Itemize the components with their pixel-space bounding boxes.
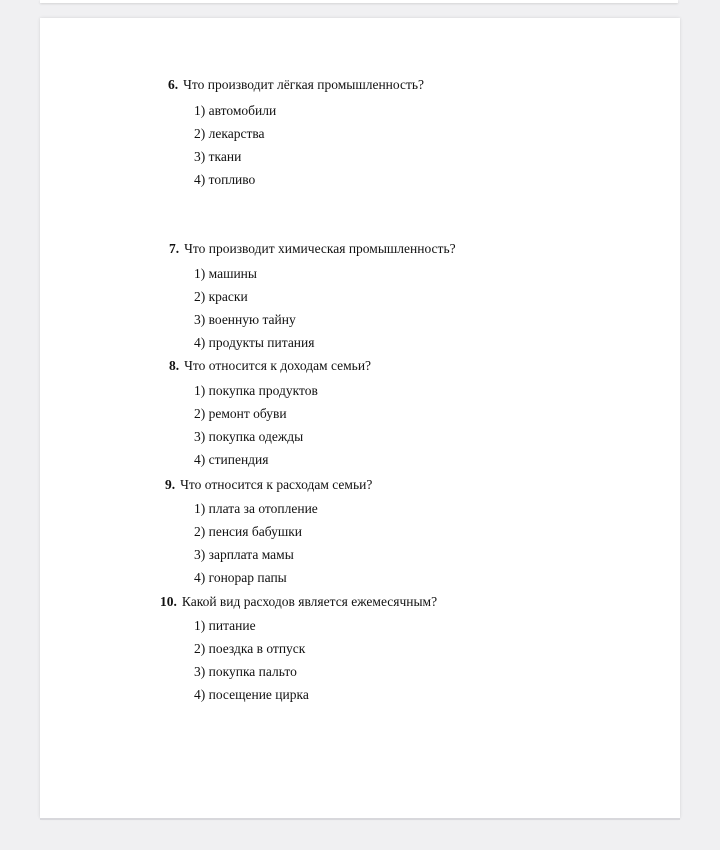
question-7-option-1: 1) машины xyxy=(194,266,257,281)
question-10-option-1: 1) питание xyxy=(194,618,256,633)
document-page xyxy=(40,18,680,818)
question-6-option-2: 2) лекарства xyxy=(194,126,265,141)
question-10-option-2: 2) поездка в отпуск xyxy=(194,641,306,656)
question-7 xyxy=(169,241,456,257)
question-text: Что относится к доходам семьи? xyxy=(184,358,372,373)
question-7-option-4: 4) продукты питания xyxy=(194,335,315,350)
question-6-option-4: 4) топливо xyxy=(194,172,256,187)
question-number: 7. xyxy=(169,241,180,256)
question-6 xyxy=(168,77,424,93)
question-number: 8. xyxy=(169,358,180,373)
question-8-option-1: 1) покупка продуктов xyxy=(194,383,318,398)
question-6-option-3: 3) ткани xyxy=(194,149,242,164)
question-number: 6. xyxy=(168,77,179,92)
question-number: 9. xyxy=(165,477,176,492)
question-7-option-3: 3) военную тайну xyxy=(194,312,296,327)
page-bottom-edge xyxy=(40,818,680,820)
question-6-option-1: 1) автомобили xyxy=(194,103,277,118)
question-10-option-3: 3) покупка пальто xyxy=(194,664,297,679)
previous-page-edge xyxy=(40,0,678,3)
question-text: Что производит лёгкая промышленность? xyxy=(183,77,425,92)
question-9 xyxy=(165,477,372,493)
question-10-option-4: 4) посещение цирка xyxy=(194,687,309,702)
question-9-option-2: 2) пенсия бабушки xyxy=(194,524,303,539)
question-8 xyxy=(169,358,371,374)
question-8-option-3: 3) покупка одежды xyxy=(194,429,304,444)
question-9-option-3: 3) зарплата мамы xyxy=(194,547,294,562)
question-7-option-2: 2) краски xyxy=(194,289,248,304)
question-text: Какой вид расходов является ежемесячным? xyxy=(181,594,438,609)
question-text: Что относится к расходам семьи? xyxy=(180,477,373,492)
question-number: 10. xyxy=(160,594,177,609)
question-8-option-4: 4) стипендия xyxy=(194,452,269,467)
question-10 xyxy=(160,594,437,610)
question-text: Что производит химическая промышленность? xyxy=(184,241,456,256)
question-9-option-4: 4) гонорар папы xyxy=(194,570,287,585)
question-9-option-1: 1) плата за отопление xyxy=(194,501,318,516)
question-8-option-2: 2) ремонт обуви xyxy=(194,406,287,421)
